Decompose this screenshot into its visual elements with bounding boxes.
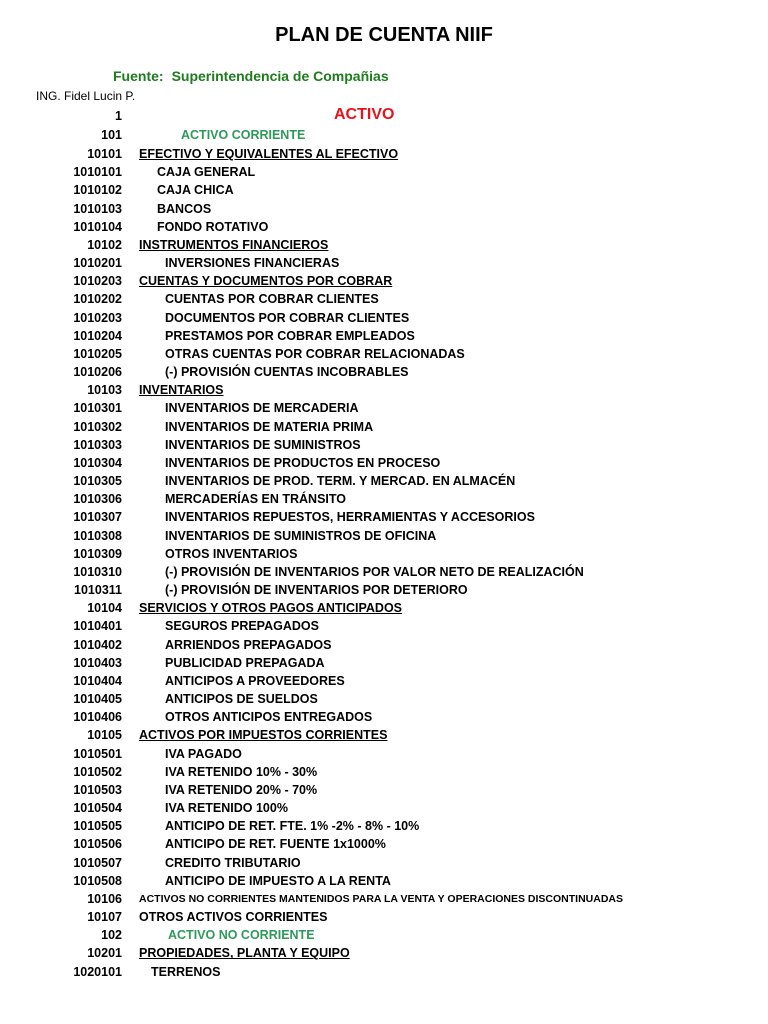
account-code: 1010403 <box>73 655 122 670</box>
account-row <box>0 944 768 962</box>
account-code: 102 <box>101 928 122 943</box>
account-row <box>0 854 768 872</box>
account-name: INVENTARIOS DE MERCADERIA <box>165 401 359 416</box>
account-code: 10104 <box>87 601 122 616</box>
account-name: ANTICIPO DE IMPUESTO A LA RENTA <box>165 873 391 888</box>
account-row <box>0 963 768 981</box>
account-name: PRESTAMOS POR COBRAR EMPLEADOS <box>165 328 415 343</box>
account-row <box>0 107 768 125</box>
account-row <box>0 690 768 708</box>
account-code: 1010302 <box>73 419 122 434</box>
account-row <box>0 636 768 654</box>
account-code: 1020101 <box>73 964 122 979</box>
account-code: 1010405 <box>73 692 122 707</box>
account-row <box>0 527 768 545</box>
account-name: OTROS INVENTARIOS <box>165 546 298 561</box>
account-name: IVA RETENIDO 20% - 70% <box>165 782 318 797</box>
account-name: SERVICIOS Y OTROS PAGOS ANTICIPADOS <box>139 601 403 616</box>
account-code: 1010502 <box>73 764 122 779</box>
account-row <box>0 309 768 327</box>
account-row <box>0 200 768 218</box>
account-row <box>0 581 768 599</box>
account-row <box>0 872 768 890</box>
account-name: ACTIVO NO CORRIENTE <box>168 928 315 943</box>
account-row <box>0 799 768 817</box>
account-code: 1010501 <box>73 746 122 761</box>
account-name: ANTICIPO DE RET. FUENTE 1x1000% <box>165 837 386 852</box>
author: ING. Fidel Lucin P. <box>36 89 136 103</box>
account-name: (-) PROVISIÓN DE INVENTARIOS POR VALOR NETO DE REALIZACIÓN <box>165 564 584 579</box>
account-code: 1010404 <box>73 673 122 688</box>
account-name: ACTIVOS NO CORRIENTES MANTENIDOS PARA LA VENTA Y OPERACIONES DISCONTINUADAS <box>139 892 624 905</box>
account-code: 1010103 <box>73 201 122 216</box>
account-name: CUENTAS POR COBRAR CLIENTES <box>165 292 379 307</box>
account-code: 1010306 <box>73 492 122 507</box>
account-code: 1010203 <box>73 274 122 289</box>
account-row <box>0 763 768 781</box>
account-row <box>0 236 768 254</box>
account-code: 1010507 <box>73 855 122 870</box>
account-name: IVA RETENIDO 100% <box>165 801 288 816</box>
account-name: OTROS ANTICIPOS ENTREGADOS <box>165 710 373 725</box>
account-name: ANTICIPOS DE SUELDOS <box>165 692 318 707</box>
account-code: 10105 <box>87 728 122 743</box>
account-name: (-) PROVISIÓN CUENTAS INCOBRABLES <box>165 365 409 380</box>
account-code: 1010104 <box>73 219 122 234</box>
account-name: INVENTARIOS DE PROD. TERM. Y MERCAD. EN ALMACÉN <box>165 474 516 489</box>
account-row <box>0 126 768 144</box>
account-name: CAJA CHICA <box>157 183 234 198</box>
account-name: TERRENOS <box>151 964 221 979</box>
account-row <box>0 145 768 163</box>
account-code: 1010206 <box>73 365 122 380</box>
account-name: SEGUROS PREPAGADOS <box>165 619 319 634</box>
account-code: 1010301 <box>73 401 122 416</box>
account-code: 1010508 <box>73 873 122 888</box>
account-row <box>0 345 768 363</box>
account-row <box>0 272 768 290</box>
account-name: INVERSIONES FINANCIERAS <box>165 256 340 271</box>
account-code: 1010102 <box>73 183 122 198</box>
account-name: INVENTARIOS DE SUMINISTROS <box>165 437 361 452</box>
account-row <box>0 381 768 399</box>
account-row <box>0 163 768 181</box>
account-row <box>0 781 768 799</box>
account-row <box>0 181 768 199</box>
source-line <box>113 68 389 84</box>
account-name: ACTIVO CORRIENTE <box>181 128 306 142</box>
account-name: FONDO ROTATIVO <box>157 219 269 234</box>
account-code: 10106 <box>87 891 122 906</box>
account-code: 10107 <box>87 910 122 925</box>
account-row <box>0 327 768 345</box>
page-title: PLAN DE CUENTA NIIF <box>275 24 493 46</box>
account-code: 10103 <box>87 383 122 398</box>
account-code: 1010202 <box>73 292 122 307</box>
account-row <box>0 472 768 490</box>
account-code: 1010308 <box>73 528 122 543</box>
account-row <box>0 508 768 526</box>
account-name: CREDITO TRIBUTARIO <box>165 855 301 870</box>
account-name: ACTIVOS POR IMPUESTOS CORRIENTES <box>139 728 388 743</box>
account-code: 1010101 <box>73 165 122 180</box>
account-row <box>0 254 768 272</box>
account-name: ANTICIPO DE RET. FTE. 1% -2% - 8% - 10% <box>165 819 420 834</box>
account-name: IVA RETENIDO 10% - 30% <box>165 764 318 779</box>
account-code: 1010504 <box>73 801 122 816</box>
source-label: Fuente: <box>113 68 164 84</box>
account-code: 1010305 <box>73 474 122 489</box>
account-row <box>0 817 768 835</box>
account-row <box>0 672 768 690</box>
account-code: 1010204 <box>73 328 122 343</box>
account-row <box>0 399 768 417</box>
account-name: DOCUMENTOS POR COBRAR CLIENTES <box>165 310 410 325</box>
account-row <box>0 890 768 908</box>
account-row <box>0 835 768 853</box>
account-row <box>0 418 768 436</box>
account-name: INVENTARIOS DE PRODUCTOS EN PROCESO <box>165 455 441 470</box>
account-row <box>0 599 768 617</box>
account-name: INVENTARIOS DE SUMINISTROS DE OFICINA <box>165 528 437 543</box>
account-row <box>0 908 768 926</box>
account-name: ANTICIPOS A PROVEEDORES <box>165 673 345 688</box>
account-row <box>0 363 768 381</box>
account-row <box>0 654 768 672</box>
account-name: (-) PROVISIÓN DE INVENTARIOS POR DETERIORO <box>165 583 468 598</box>
account-row <box>0 490 768 508</box>
account-name: PROPIEDADES, PLANTA Y EQUIPO <box>139 946 350 961</box>
account-code: 1010201 <box>73 256 122 271</box>
account-code: 1010203 <box>73 310 122 325</box>
account-code: 1010205 <box>73 346 122 361</box>
account-name: MERCADERÍAS EN TRÁNSITO <box>165 492 347 507</box>
account-row <box>0 545 768 563</box>
account-name: INVENTARIOS REPUESTOS, HERRAMIENTAS Y ACCESORIOS <box>165 510 535 525</box>
account-code: 1010506 <box>73 837 122 852</box>
account-name: INVENTARIOS <box>139 383 224 398</box>
account-row <box>0 617 768 635</box>
account-row <box>0 454 768 472</box>
account-name: EFECTIVO Y EQUIVALENTES AL EFECTIVO <box>139 147 399 161</box>
account-code: 1010307 <box>73 510 122 525</box>
account-code: 1010310 <box>73 564 122 579</box>
account-code: 10201 <box>87 946 122 961</box>
source-value: Superintendencia de Compañias <box>171 68 389 84</box>
account-row <box>0 926 768 944</box>
account-name: CUENTAS Y DOCUMENTOS POR COBRAR <box>139 274 393 289</box>
account-name: CAJA GENERAL <box>157 165 256 180</box>
account-row <box>0 436 768 454</box>
account-name: IVA PAGADO <box>165 746 242 761</box>
account-name: ACTIVO <box>334 106 395 123</box>
account-code: 1010309 <box>73 546 122 561</box>
account-code: 1010401 <box>73 619 122 634</box>
account-code: 10102 <box>87 237 122 252</box>
account-row <box>0 290 768 308</box>
account-name: INSTRUMENTOS FINANCIEROS <box>139 237 329 252</box>
account-name: BANCOS <box>157 201 212 216</box>
account-code: 101 <box>101 128 122 142</box>
account-code: 1010303 <box>73 437 122 452</box>
account-name: OTRAS CUENTAS POR COBRAR RELACIONADAS <box>165 346 465 361</box>
account-name: INVENTARIOS DE MATERIA PRIMA <box>165 419 374 434</box>
account-row <box>0 563 768 581</box>
account-row <box>0 708 768 726</box>
account-name: ARRIENDOS PREPAGADOS <box>165 637 332 652</box>
account-code: 1010304 <box>73 455 122 470</box>
account-code: 1010402 <box>73 637 122 652</box>
account-code: 1010406 <box>73 710 122 725</box>
account-name: OTROS ACTIVOS CORRIENTES <box>139 910 328 925</box>
account-code: 1 <box>115 109 122 123</box>
account-code: 1010503 <box>73 782 122 797</box>
account-code: 1010311 <box>74 583 122 598</box>
account-row <box>0 218 768 236</box>
account-name: PUBLICIDAD PREPAGADA <box>165 655 325 670</box>
account-code: 1010505 <box>73 819 122 834</box>
account-row <box>0 745 768 763</box>
account-code: 10101 <box>87 147 122 161</box>
account-row <box>0 726 768 744</box>
